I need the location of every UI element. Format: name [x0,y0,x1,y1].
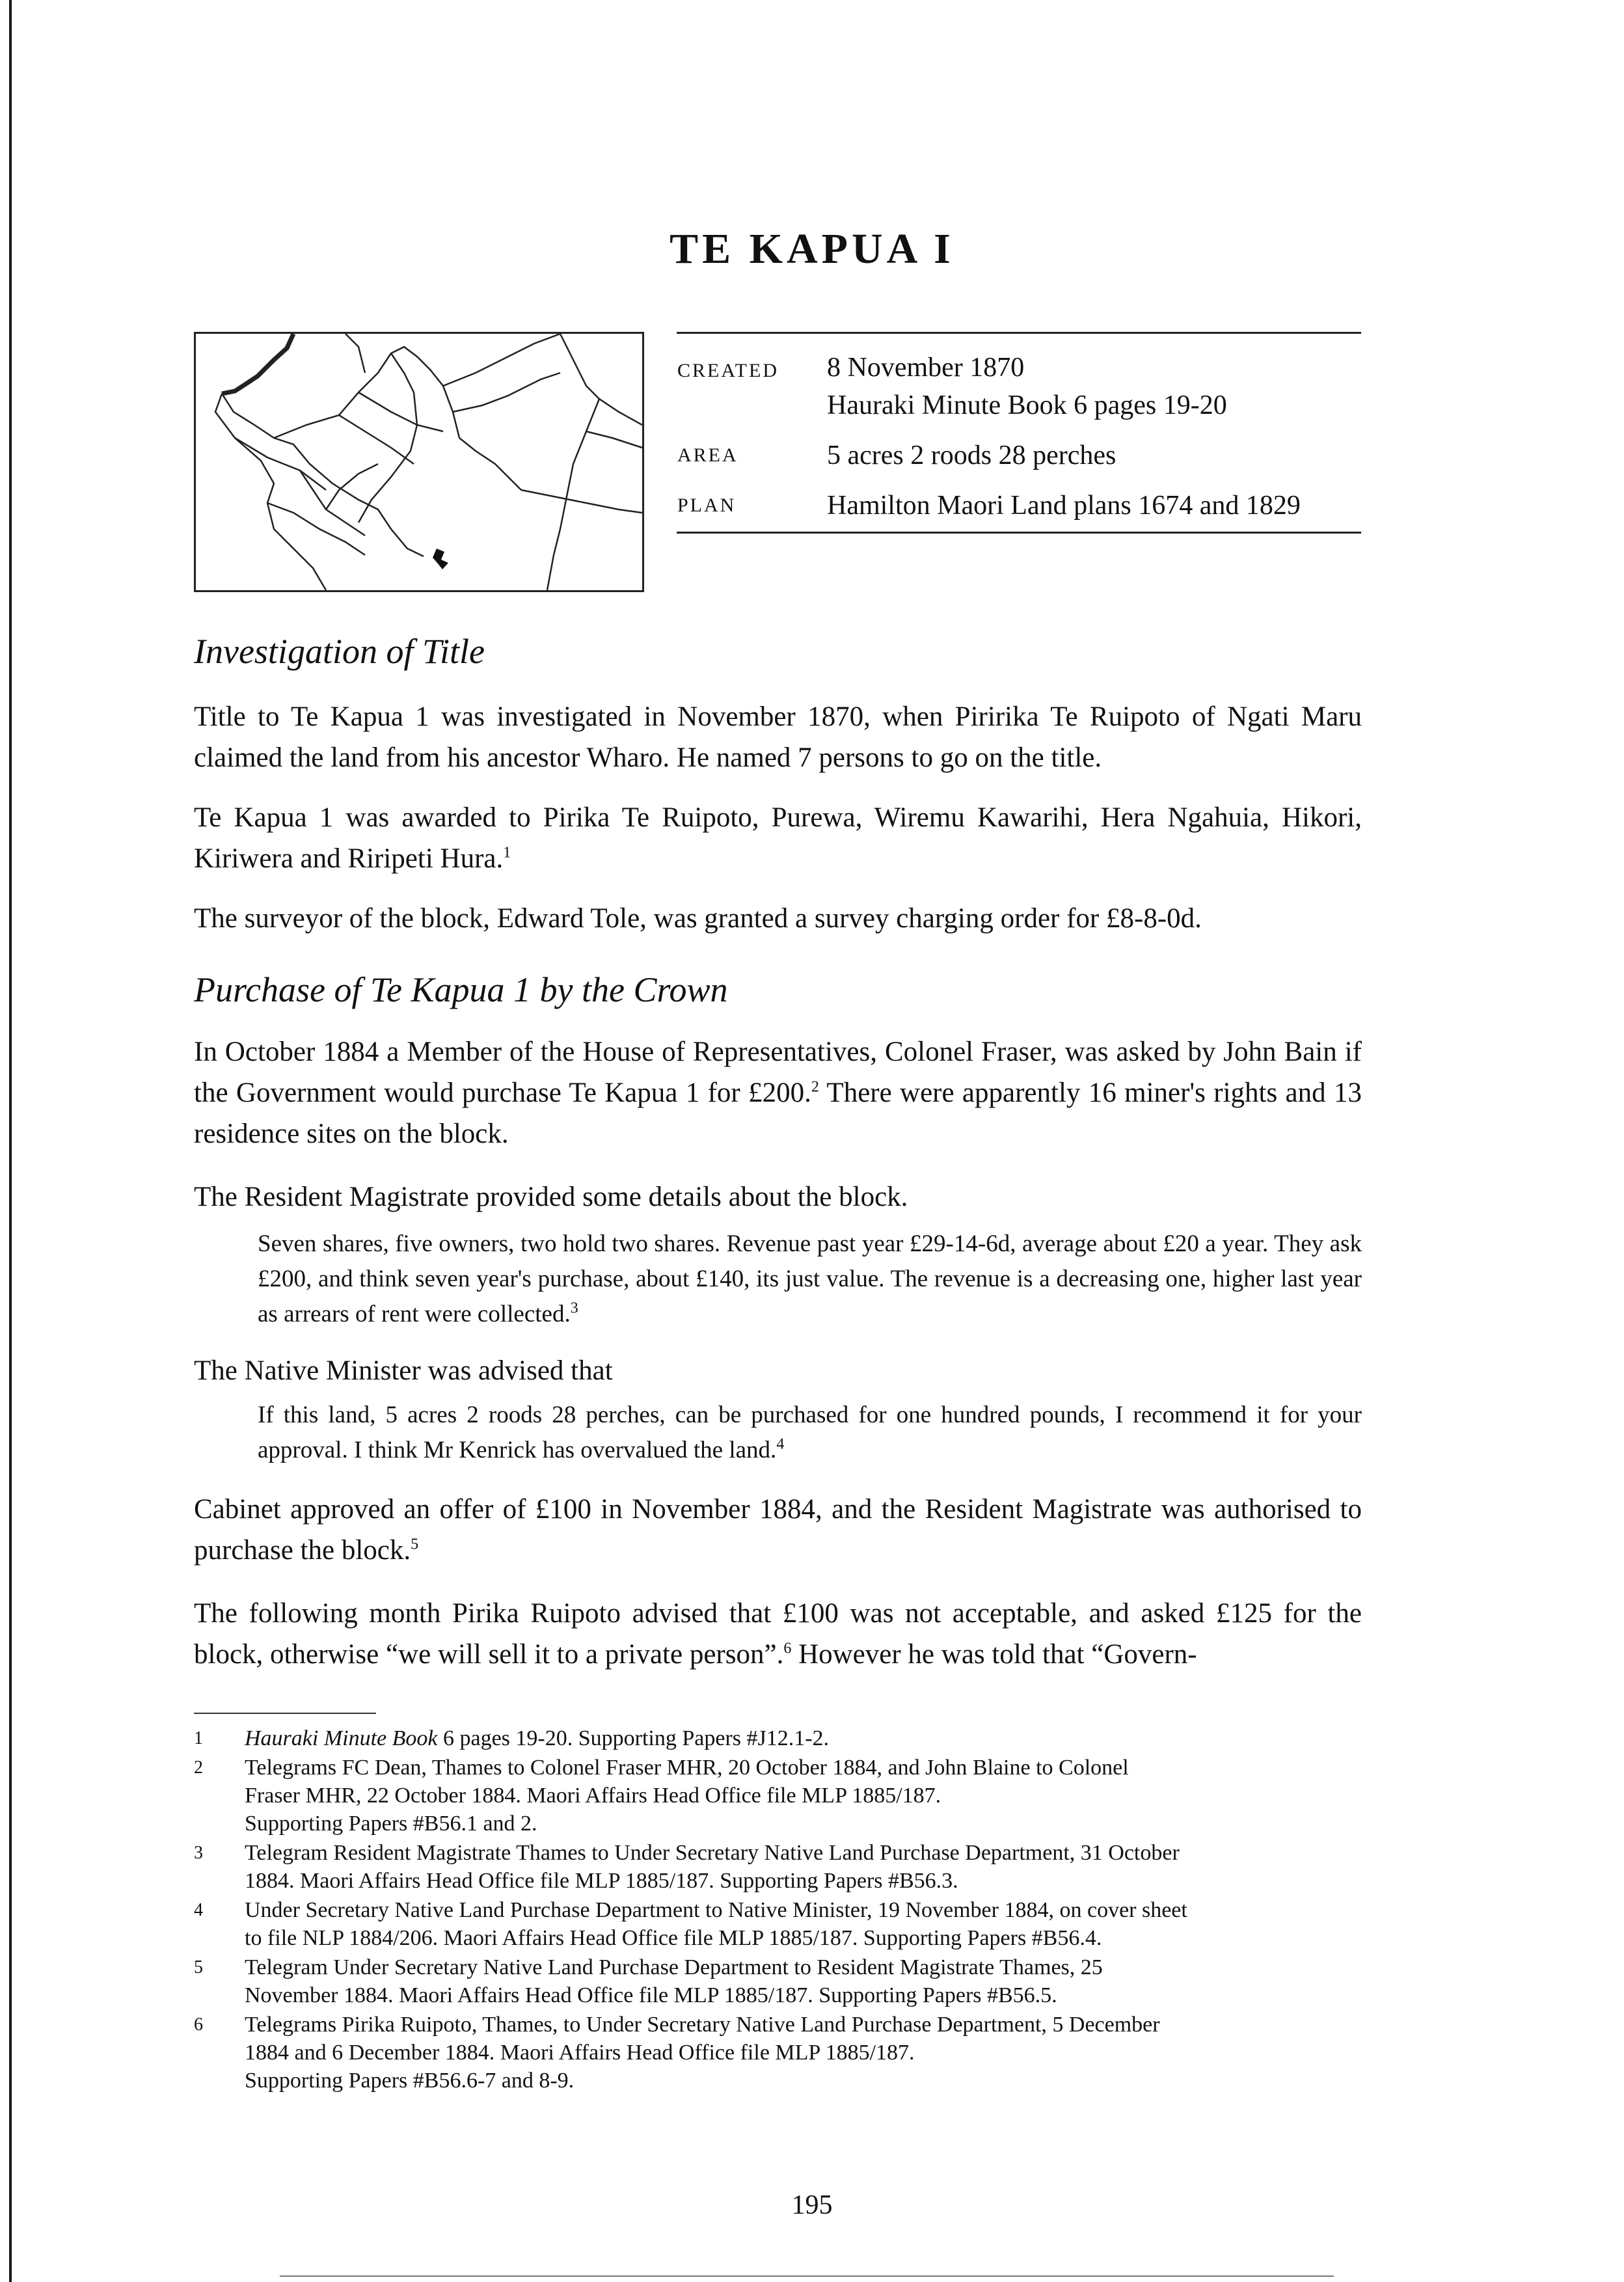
block-quote [258,1398,1362,1468]
paragraph [194,1176,1362,1217]
paragraph [194,696,1362,778]
footnote-ref: 5 [411,1536,419,1553]
page-title: TE KAPUA I [670,225,954,273]
location-map [194,332,644,592]
location-map-drawing [196,334,642,590]
footnote-ref: 4 [776,1435,785,1453]
paragraph [194,797,1362,879]
created-date: 8 November 1870 [827,353,1025,383]
footnote-line: Fraser MHR, 22 October 1884. Maori Affairs Head Office file MLP 1885/187. [245,1784,941,1808]
footnote-line: 1884. Maori Affairs Head Office file MLP 1885/187. Supporting Papers #B56.3. [245,1869,958,1893]
paragraph-text: In October 1884 a Member of the House of Representatives, Colonel Fraser, was asked by John Bain if the Government would purchase Te Kapua 1 for £200. [194,1037,1362,1108]
detail-value: Hamilton Maori Land plans 1674 and 1829 [827,491,1301,521]
detail-row-area [677,425,1301,475]
footnote-line: 1884 and 6 December 1884. Maori Affairs Head Office file MLP 1885/187. [245,2041,915,2065]
footnote-line: 6 pages 19-20. Supporting Papers #J12.1-2. [443,1726,830,1750]
footnote [194,2011,1365,2095]
paragraph-text: However he was told that “Govern- [798,1639,1197,1670]
paragraph [194,1593,1362,1675]
paragraph-text: Title to Te Kapua 1 was investigated in November 1870, when Piririka Te Ruipoto of Ngati Maru claimed the land from his ancestor Wharo. He named 7 persons to go on the title. [194,701,1362,773]
footnote-text [245,1953,1365,2009]
created-source: Hauraki Minute Book 6 pages 19-20 [827,390,1227,420]
footnote-italic: Hauraki Minute Book [245,1726,438,1750]
block-details-table [677,348,1301,525]
footnote-line: Under Secretary Native Land Purchase Department to Native Minister, 19 November 1884, on cover sheet [245,1898,1187,1922]
paragraph [194,1350,1362,1391]
footnote-text [245,1896,1365,1952]
footnote [194,1896,1365,1952]
footnote-number: 3 [194,1843,203,1863]
paragraph-text: Te Kapua 1 was awarded to Pirika Te Ruipoto, Purewa, Wiremu Kawarihi, Hera Ngahuia, Hikori, Kiriwera and Riripeti Hura. [194,802,1362,874]
footnote-text [245,1724,1365,1752]
detail-row-created [677,348,1301,425]
paragraph-text: The Native Minister was advised that [194,1355,613,1386]
paragraph [194,898,1362,939]
footnote-ref: 2 [811,1078,819,1096]
detail-row-plan [677,475,1301,525]
paragraph [194,1489,1362,1571]
paragraph-text: The surveyor of the block, Edward Tole, was granted a survey charging order for £8-8-0d. [194,903,1202,934]
footnote-line: Telegram Under Secretary Native Land Purchase Department to Resident Magistrate Thames, 25 [245,1955,1103,1979]
footnote [194,1754,1365,1838]
quote-text: If this land, 5 acres 2 roods 28 perches, can be purchased for one hundred pounds, I recommend it for your approval. I think Mr Kenrick has overvalued the land. [258,1402,1362,1463]
block-details [677,332,1361,534]
footnote-number: 4 [194,1900,203,1920]
footnote-text [245,1754,1365,1838]
detail-label: PLAN [677,495,737,516]
footnote-number: 5 [194,1957,203,1977]
footnotes [194,1724,1365,2096]
footnote-line: Supporting Papers #B56.1 and 2. [245,1812,537,1836]
paragraph-text: Cabinet approved an offer of £100 in November 1884, and the Resident Magistrate was authorised to purchase the block. [194,1494,1362,1566]
page-number: 195 [791,2190,833,2220]
footnote [194,1839,1365,1895]
footnote-line: to file NLP 1884/206. Maori Affairs Head Office file MLP 1885/187. Supporting Papers #B56.4. [245,1926,1102,1950]
block-quote [258,1227,1362,1332]
footnote-line: Supporting Papers #B56.6-7 and 8-9. [245,2069,575,2093]
footnote [194,1953,1365,2009]
footnote-line: Telegram Resident Magistrate Thames to Under Secretary Native Land Purchase Department, 31 October [245,1841,1180,1865]
footnote-line: November 1884. Maori Affairs Head Office file MLP 1885/187. Supporting Papers #B56.5. [245,1983,1057,2007]
detail-label: AREA [677,444,738,466]
quote-text: Seven shares, five owners, two hold two shares. Revenue past year £29-14-6d, average about £20 a year. They ask £200, and think seven year's purchase, about £140, its just value. The revenue is a decreasing one, higher last year as arrears of rent were collected. [258,1230,1362,1327]
footnote-ref: 3 [570,1299,578,1317]
paragraph-text: The following month Pirika Ruipoto advised that £100 was not acceptable, and asked £125 for the block, otherwise “we will sell it to a private person”. [194,1598,1362,1670]
detail-value [826,348,1301,425]
footnote-ref: 6 [783,1640,792,1657]
footnote-number: 6 [194,2015,203,2035]
bottom-edge-rule [280,2275,1334,2277]
footnote-text [245,2011,1365,2095]
footnote-ref: 1 [503,844,511,862]
section-heading-investigation: Investigation of Title [194,632,485,671]
footnote-line: Telegrams Pirika Ruipoto, Thames, to Under Secretary Native Land Purchase Department, 5 December [245,2013,1160,2037]
footnote-number: 2 [194,1758,203,1778]
paragraph-text: There were apparently 16 miner's rights and 13 residence sites on the block. [194,1078,1362,1149]
paragraph [194,1031,1362,1154]
detail-label: CREATED [677,360,779,381]
page-edge-rule [9,0,12,2282]
footnote-number: 1 [194,1728,203,1748]
section-heading-purchase: Purchase of Te Kapua 1 by the Crown [194,970,728,1009]
footnote [194,1724,1365,1752]
detail-value: 5 acres 2 roods 28 perches [827,441,1116,470]
footnote-text [245,1839,1365,1895]
footnote-line: Telegrams FC Dean, Thames to Colonel Fraser MHR, 20 October 1884, and John Blaine to Colonel [245,1756,1129,1780]
footnote-divider [194,1713,376,1714]
paragraph-text: The Resident Magistrate provided some details about the block. [194,1182,908,1212]
